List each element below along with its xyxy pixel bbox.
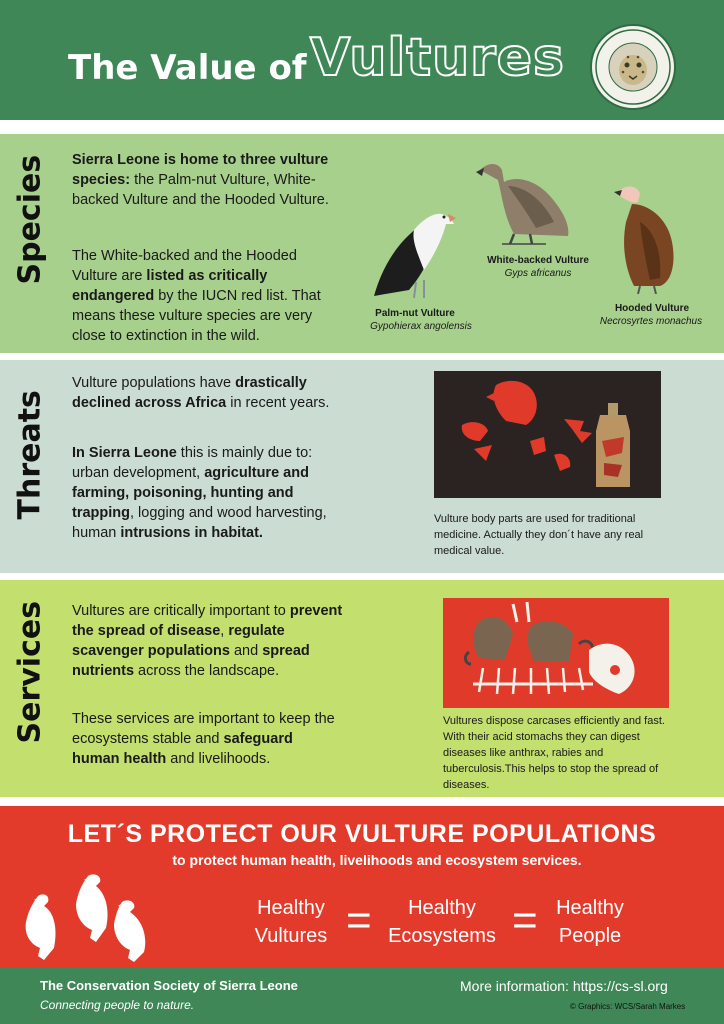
equation-healthy-people	[542, 894, 638, 950]
title-prefix: The Value of	[68, 48, 307, 88]
footer-credit: © Graphics: WCS/Sarah Markes	[570, 1002, 686, 1011]
white-backed-vulture-name: White-backed Vulture	[487, 255, 589, 266]
services-p2-bold: safeguard human health	[72, 731, 293, 767]
palm-nut-vulture-name: Palm-nut Vulture	[375, 308, 455, 319]
services-p1-bold-3: spread nutrients	[72, 643, 310, 679]
title-main: Vultures	[310, 28, 565, 88]
hooded-vulture-scientific: Necrosyrtes monachus	[599, 316, 703, 327]
threats-p2-bold-3: intrusions in habitat.	[120, 525, 263, 541]
footer-org-name: The Conservation Society of Sierra Leone	[40, 978, 298, 993]
eq3-line1: Healthy	[556, 897, 624, 919]
hooded-vulture-illustration	[610, 182, 682, 294]
services-p1-bold-1: prevent the spread of disease	[72, 603, 343, 639]
equals-sign-1: =	[346, 896, 372, 945]
palm-nut-vulture-scientific: Gypohierax angolensis	[370, 321, 472, 332]
services-p2-text-a: These services are important to keep the ecosystems stable and	[72, 711, 335, 747]
services-caption: Vultures dispose carcases efficiently and fast. With their acid stomachs they can digest diseases like anthrax, rabies and tuberculosis.This helps to stop the spread of diseases.	[443, 715, 665, 791]
palm-nut-vulture-illustration	[364, 200, 460, 304]
threats-caption: Vulture body parts are used for traditional medicine. Actually they don´t have any real medical value.	[434, 513, 644, 557]
services-p1-text-b: ,	[220, 623, 229, 639]
services-label: Services	[12, 600, 48, 744]
cta-subtitle: to protect human health, livelihoods and ecosystem services.	[172, 852, 582, 868]
eq1-line1: Healthy	[257, 897, 325, 919]
threats-paragraph-2	[72, 443, 348, 543]
species-p2-text-a: The White-backed and the Hooded Vulture are	[72, 248, 297, 284]
eq3-line2: People	[558, 925, 622, 947]
threats-p2-bold-2: agriculture and farming, poisoning, hunting and trapping	[72, 465, 309, 521]
white-backed-vulture-scientific: Gyps africanus	[504, 268, 572, 279]
services-p2-text-b: and livelihoods.	[166, 751, 271, 767]
equation-healthy-vultures	[236, 894, 346, 950]
services-p1-text-a: Vultures are critically important to	[72, 603, 290, 619]
vulture-parts-medicine-illustration	[434, 371, 661, 498]
species-p2-text-b: by the IUCN red list. That means these vulture species are very close to extinction in the wild.	[72, 288, 321, 344]
services-p1-text-d: across the landscape.	[134, 663, 280, 679]
species-label: Species	[12, 154, 48, 285]
services-paragraph-1	[72, 601, 344, 681]
services-paragraph-2	[72, 709, 344, 769]
threats-p2-text-a: this is mainly due to: urban development,	[72, 445, 313, 481]
threats-p1-text-a: Vulture populations have	[72, 375, 236, 391]
species-p1-bold: Sierra Leone is home to three vulture species:	[72, 152, 329, 188]
equation-healthy-ecosystems	[378, 894, 506, 950]
species-p1-text: the Palm-nut Vulture, White-backed Vulture and the Hooded Vulture.	[72, 172, 329, 208]
threats-p2-text-b: , logging and wood harvesting, human	[72, 505, 327, 541]
vulture-silhouettes-icon	[10, 868, 170, 964]
vultures-carcass-illustration	[443, 598, 669, 708]
threats-p1-bold: drastically declined across Africa	[72, 375, 307, 411]
eq2-line1: Healthy	[408, 897, 476, 919]
species-p2-bold: listed as critically endangered	[72, 268, 268, 304]
leopard-seal-icon	[592, 26, 674, 108]
footer-tagline: Connecting people to nature.	[40, 998, 195, 1012]
species-paragraph-2	[72, 246, 344, 346]
services-p1-bold-2: regulate scavenger populations	[72, 623, 285, 659]
footer	[0, 968, 724, 1024]
eq1-line2: Vultures	[254, 925, 328, 947]
footer-more-info-link[interactable]: More information: https://cs-sl.org	[460, 978, 668, 994]
conservation-society-logo	[590, 24, 676, 110]
threats-paragraph-1	[72, 373, 344, 413]
eq2-line2: Ecosystems	[388, 925, 496, 947]
cta-title: LET´S PROTECT OUR VULTURE POPULATIONS	[67, 820, 657, 848]
threats-p1-text-b: in recent years.	[226, 395, 330, 411]
white-backed-vulture-illustration	[474, 156, 574, 248]
threats-label: Threats	[12, 390, 48, 520]
equals-sign-2: =	[512, 896, 538, 945]
threats-p2-bold-1: In Sierra Leone	[72, 445, 177, 461]
species-paragraph-1	[72, 150, 340, 210]
services-p1-text-c: and	[229, 643, 263, 659]
hooded-vulture-name: Hooded Vulture	[614, 303, 690, 314]
